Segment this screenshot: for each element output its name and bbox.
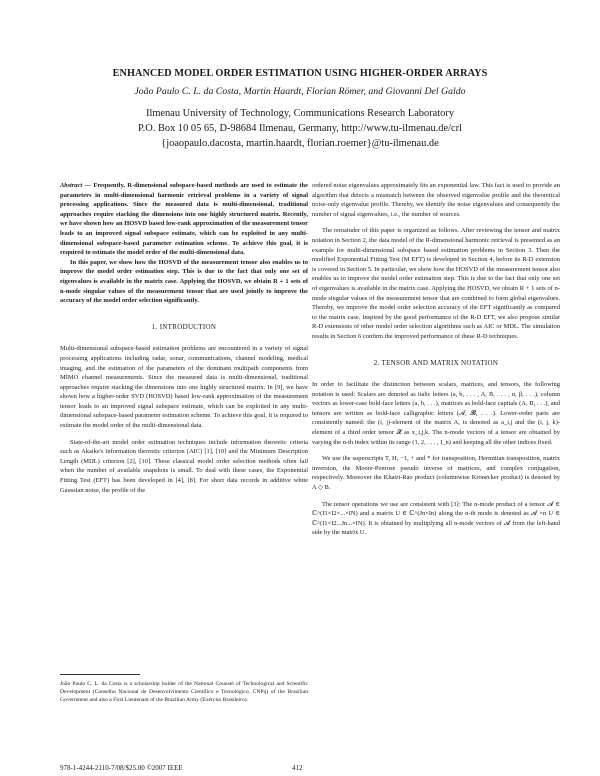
affiliation-block [0,106,600,151]
section-heading-notation: 2. TENSOR AND MATRIX NOTATION [373,358,499,367]
right-column [312,181,560,538]
body-paragraph: Multi-dimensional subspace-based estimation problems are encountered in a variety of signal processing applications including radar, sonar, communications, channel modeling, medical imaging, and the estimation of the parameters of the dominant multipath components from MIMO channel measurements. Since the measured data is multi-dimensional, traditional approaches require stacking the dimensions into one highly structured matrix. In [9], we have shown how a higher-order SVD (HOSVD) based low-rank approximation of the measurement tensor leads to an improved signal subspace estimate, which can be exploited in any multi-dimensional subspace-based parameter estimation scheme. To achieve this goal, it is required to estimate the model order of the multi-dimensional data. [60,345,308,430]
body-paragraph: We use the superscripts T, H, −1, + and * for transposition, Hermitian transposition, matrix inversion, the Moore-Penrose pseudo inverse of matrices, and complex conjugation, respectively. Moreover the Khatri-Rao product (columnwise Kronecker product) is denoted by A ◇ B. [312,455,560,492]
body-paragraph: The remainder of this paper is organized as follows. After reviewing the tensor and matrix notation in Section 2, the data model of the R-dimensional harmonic retrieval is presented as an example for multi-dimensional subspace based estimation problems in Section 3. Then the modified Exponential Fitting Test (M EFT) is developed in Section 4, before its R-D extension is covered in Section 5. In particular, we show how the HOSVD of the measurement tensor also enables us to improve the model order estimation step. This is due to the fact that only one set of eigenvalues is available in the matrix case. Applying the HOSVD, we obtain R + 1 sets of n-mode singular values of the measurement tensor that are combined to form global eigenvalues. Thereby, we improve the model order selection accuracy of the EFT significantly as compared to the matrix case. Inspired by the good performance of the R-D EFT, we also propose similar R-D extensions of other model order selection algorithms such as AIC or MDL. The simulation results in Section 6 confirm the improved performance of these R-D techniques. [312,227,560,340]
left-column [60,181,308,495]
affiliation-line: P.O. Box 10 05 65, D-98684 Ilmenau, Germany, http://www.tu-ilmenau.de/crl [138,123,462,134]
section-heading-introduction: 1. INTRODUCTION [151,322,217,331]
body-paragraph: In order to facilitate the distinction between scalars, matrices, and tensors, the following notation is used: Scalars are denoted as italic letters (a, b, . . . , A, B, . . . , α, β, . . .), column vectors as lower-case bold-face letters (a, b, . . .), matrices as bold-face capitals (A, B, . . .), and tensors are written as bold-face calligraphic letters (𝓐, 𝓑, . . .). Lower-order parts are consistently named: the (i, j)-element of the matrix A, is denoted as a_i,j and the (i, j, k)-element of a third order tensor 𝓧 as x_i,j,k. The n-mode vectors of a tensor are obtained by varying the n-th index within its range (1, 2, . . . , I_n) and keeping all the other indices fixed. [312,381,560,446]
footnote-divider [60,674,140,675]
copyright-line: 978-1-4244-2110-7/08/$25.00 ©2007 IEEE [60,764,183,772]
page-number: 412 [292,764,303,772]
author-list: João Paulo C. L. da Costa, Martin Haardt, Florian Römer, and Giovanni Del Galdo [134,86,466,97]
abstract-paragraph: — Frequently, R-dimensional subspace-based methods are used to estimate the parameters in multi-dimensional harmonic retrieval problems in a variety of signal processing applications. Since the measured data is multi-dimensional, traditional approaches require stacking the dimensions into one highly structured matrix. Recently, we have shown how an HOSVD based low-rank approximation of the measurement tensor leads to an improved signal subspace estimate, which can be exploited in any multi-dimensional subspace-based parameter estimation scheme. To achieve this goal, it is required to estimate the model order of the multi-dimensional data. [60,182,308,257]
paper-title: ENHANCED MODEL ORDER ESTIMATION USING HIGHER-ORDER ARRAYS [112,68,488,79]
footnote: João Paulo C. L. da Costa is a scholarship holder of the National Counsel of Technological and Scientific Development (Conselho Nacional de Desenvolvimento Científico e Tecnológico, CNPq) of the Brazilian Government and also a First Lieutenant of the Brazilian Army (Exército Brasileiro). [60,681,308,704]
abstract-label: Abstract [60,182,83,189]
body-paragraph: ordered noise eigenvalues approximately fits an exponential law. This fact is used to provide an algorithm that detects a mismatch between the observed eigenvalue profile and the theoretical noise-only eigenvalue profile. Thereby, we identify the noise eigenvalues and consequently the number of signal eigenvalues, i.e., the number of sources. [312,182,560,218]
affiliation-line: Ilmenau University of Technology, Communications Research Laboratory [145,108,455,119]
abstract-paragraph: In this paper, we show how the HOSVD of the measurement tensor also enables us to improve the model order estimation step. This is due to the fact that only one set of eigenvalues is available in the matrix case. Applying the HOSVD, we obtain R + 1 sets of n-mode singular values of the measurement tensor that are used jointly to improve the accuracy of the model order selection significantly. [60,258,308,305]
abstract [60,181,308,306]
body-paragraph: The tensor operations we use are consistent with [3]: The n-mode product of a tensor 𝓐 ∈ ℂ^(I1×I2×...×IN) and a matrix U ∈ ℂ^(Jn×In) along the n-th mode is denoted as 𝓐 ×n U ∈ ℂ^(I1×I2...Jn...×IN). It is obtained by multiplying all n-mode vectors of 𝓐 from the left-hand side by the matrix U. [312,500,560,537]
affiliation-emails: {joaopaulo.dacosta, martin.haardt, florian.roemer}@tu-ilmenau.de [161,138,439,149]
body-paragraph: State-of-the-art model order estimation techniques include information theoretic criteria such as Akaike's information theoretic criterion (AIC) [1], [10] and the Minimum Description Length (MDL) criterion [2], [10]. These classical model order selection methods often fail when the number of available snapshots is small. To deal with these cases, the Exponential Fitting Test (EFT) has been developed in [4], [8]. For short data records in additive white Gaussian noise, the profile of the [60,438,308,494]
